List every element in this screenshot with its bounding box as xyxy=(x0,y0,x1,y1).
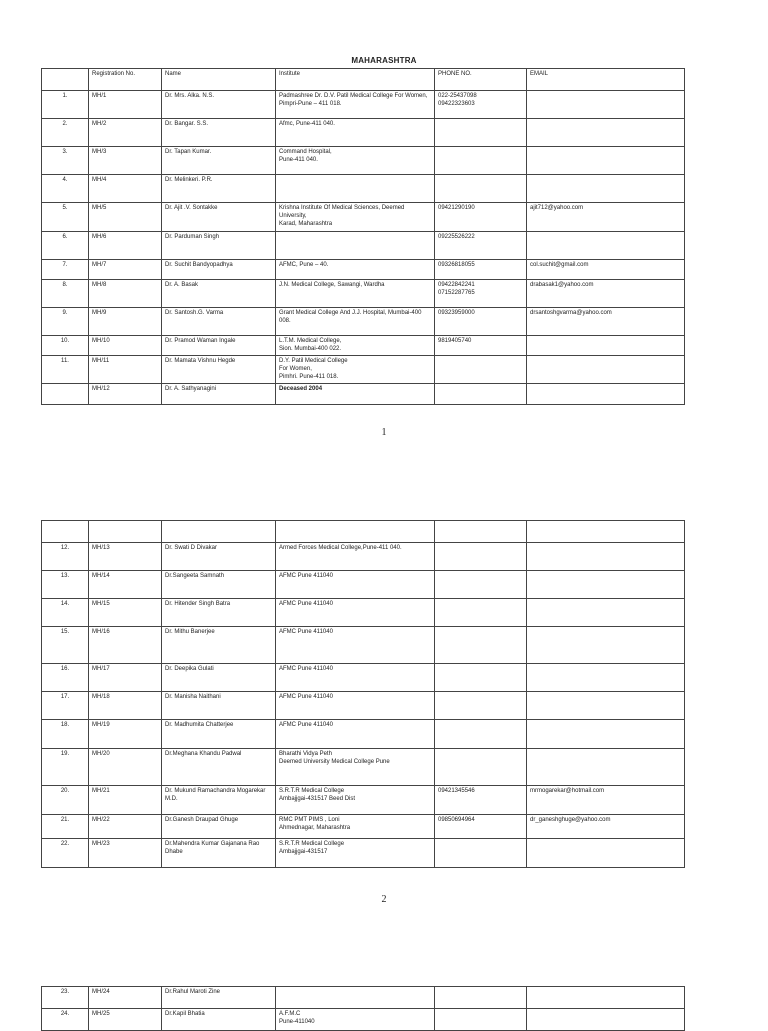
table-row xyxy=(42,720,685,749)
header-cell xyxy=(527,521,685,543)
institute-cell: Afmc, Pune-411 040. xyxy=(276,119,435,147)
email-cell: col.suchit@gmail.com xyxy=(527,260,685,280)
registration-cell: MH/21 xyxy=(89,786,162,815)
header-sno xyxy=(42,69,89,91)
table-row xyxy=(42,280,685,308)
serial-number-cell: 23. xyxy=(42,987,89,1009)
registration-cell: MH/15 xyxy=(89,599,162,627)
registry-table-page-3 xyxy=(41,986,685,1031)
institute-cell: AFMC Pune 411040 xyxy=(276,599,435,627)
serial-number-cell: 20. xyxy=(42,786,89,815)
email-cell xyxy=(527,749,685,786)
phone-cell xyxy=(435,571,527,599)
serial-number-cell: 11. xyxy=(42,356,89,384)
serial-number-cell: 17. xyxy=(42,692,89,720)
table-row xyxy=(42,336,685,356)
serial-number-cell: 7. xyxy=(42,260,89,280)
header-cell xyxy=(42,521,89,543)
phone-cell xyxy=(435,720,527,749)
name-cell: Dr. Mrs. Alka. N.S. xyxy=(162,91,276,119)
registry-table-page-2 xyxy=(41,520,685,868)
table-row xyxy=(42,260,685,280)
phone-cell xyxy=(435,987,527,1009)
table-row xyxy=(42,692,685,720)
registration-cell: MH/18 xyxy=(89,692,162,720)
table-row xyxy=(42,599,685,627)
document-title: MAHARASHTRA xyxy=(351,56,417,65)
name-cell: Dr. Manisha Naithani xyxy=(162,692,276,720)
phone-cell xyxy=(435,692,527,720)
header-phone: PHONE NO. xyxy=(435,69,527,91)
phone-cell xyxy=(435,599,527,627)
name-cell: Dr. Tapan Kumar. xyxy=(162,147,276,175)
institute-cell: AFMC Pune 411040 xyxy=(276,720,435,749)
serial-number-cell: 14. xyxy=(42,599,89,627)
email-cell xyxy=(527,91,685,119)
registration-cell: MH/8 xyxy=(89,280,162,308)
phone-cell: 09323959000 xyxy=(435,308,527,336)
name-cell: Dr.Kapil Bhatia xyxy=(162,1009,276,1031)
institute-cell: AFMC, Pune – 40. xyxy=(276,260,435,280)
name-cell: Dr. Swati D Divakar xyxy=(162,543,276,571)
serial-number-cell: 13. xyxy=(42,571,89,599)
serial-number-cell: 3. xyxy=(42,147,89,175)
phone-cell: 09421345546 xyxy=(435,786,527,815)
table-row xyxy=(42,664,685,692)
email-cell xyxy=(527,839,685,868)
table-row xyxy=(42,839,685,868)
header-email: EMAIL xyxy=(527,69,685,91)
table-row xyxy=(42,786,685,815)
name-cell: Dr. Hitender Singh Batra xyxy=(162,599,276,627)
page-number: 2 xyxy=(381,894,387,905)
header-cell xyxy=(89,521,162,543)
institute-cell: J.N. Medical College, Sawangi, Wardha xyxy=(276,280,435,308)
institute-cell: AFMC Pune 411040 xyxy=(276,664,435,692)
name-cell: Dr. A. Basak xyxy=(162,280,276,308)
table-row xyxy=(42,147,685,175)
name-cell: Dr. Deepika Gulati xyxy=(162,664,276,692)
name-cell: Dr.Mahendra Kumar Gajanana Rao Dhabe xyxy=(162,839,276,868)
serial-number-cell: 12. xyxy=(42,543,89,571)
serial-number-cell: 10. xyxy=(42,336,89,356)
institute-cell: Bharathi Vidya Peth Deemed University Medical College Pune xyxy=(276,749,435,786)
name-cell: Dr.Sangeeta Samnath xyxy=(162,571,276,599)
institute-cell: AFMC Pune 411040 xyxy=(276,692,435,720)
email-cell xyxy=(527,627,685,664)
name-cell: Dr.Rahul Maroti Zine xyxy=(162,987,276,1009)
phone-cell xyxy=(435,1009,527,1031)
serial-number-cell: 24. xyxy=(42,1009,89,1031)
email-cell: dr_ganeshghuge@yahoo.com xyxy=(527,815,685,839)
institute-cell: A.F.M.C Pune-411040 xyxy=(276,1009,435,1031)
phone-cell xyxy=(435,839,527,868)
name-cell: Dr. Mithu Banerjee xyxy=(162,627,276,664)
name-cell: Dr. Bangar. S.S. xyxy=(162,119,276,147)
name-cell: Dr. Mamata Vishnu Hegde xyxy=(162,356,276,384)
email-cell: drabasak1@yahoo.com xyxy=(527,280,685,308)
serial-number-cell: 4. xyxy=(42,175,89,203)
registration-cell: MH/16 xyxy=(89,627,162,664)
registration-cell: MH/23 xyxy=(89,839,162,868)
header-registration: Registration No. xyxy=(89,69,162,91)
registration-cell: MH/9 xyxy=(89,308,162,336)
name-cell: Dr. Pramod Waman Ingale xyxy=(162,336,276,356)
registration-cell: MH/10 xyxy=(89,336,162,356)
name-cell: Dr. A. Sathyanagini xyxy=(162,384,276,405)
serial-number-cell: 1. xyxy=(42,91,89,119)
header-cell xyxy=(162,521,276,543)
phone-cell: 09422842241 07152287765 xyxy=(435,280,527,308)
table-header-row xyxy=(42,69,685,91)
institute-cell: Grant Medical College And J.J. Hospital, Mumbai-400 008. xyxy=(276,308,435,336)
table-row xyxy=(42,987,685,1009)
phone-cell xyxy=(435,749,527,786)
phone-cell: 09850694964 xyxy=(435,815,527,839)
table-row xyxy=(42,749,685,786)
phone-cell xyxy=(435,627,527,664)
registration-cell: MH/7 xyxy=(89,260,162,280)
registration-cell: MH/2 xyxy=(89,119,162,147)
institute-cell xyxy=(276,232,435,260)
registration-cell: MH/24 xyxy=(89,987,162,1009)
registration-cell: MH/17 xyxy=(89,664,162,692)
institute-cell xyxy=(276,987,435,1009)
email-cell xyxy=(527,987,685,1009)
table-row xyxy=(42,543,685,571)
serial-number-cell: 15. xyxy=(42,627,89,664)
table-row xyxy=(42,627,685,664)
header-cell xyxy=(276,521,435,543)
registration-cell: MH/6 xyxy=(89,232,162,260)
institute-cell: Padmashree Dr. D.V. Patil Medical College For Women, Pimpri-Pune – 411 018. xyxy=(276,91,435,119)
registration-cell: MH/5 xyxy=(89,203,162,232)
institute-cell: L.T.M. Medical College, Sion. Mumbai-400 022. xyxy=(276,336,435,356)
email-cell xyxy=(527,543,685,571)
email-cell xyxy=(527,692,685,720)
header-name: Name xyxy=(162,69,276,91)
name-cell: Dr.Meghana Khandu Padwal xyxy=(162,749,276,786)
table-row xyxy=(42,91,685,119)
name-cell: Dr. Melinkeri. P.R. xyxy=(162,175,276,203)
email-cell: mrmogarekar@hotmail.com xyxy=(527,786,685,815)
email-cell xyxy=(527,119,685,147)
serial-number-cell: 6. xyxy=(42,232,89,260)
registration-cell: MH/22 xyxy=(89,815,162,839)
serial-number-cell: 18. xyxy=(42,720,89,749)
name-cell: Dr. Ajit .V. Sontakke xyxy=(162,203,276,232)
email-cell xyxy=(527,664,685,692)
registration-cell: MH/4 xyxy=(89,175,162,203)
institute-cell: S.R.T.R Medical College Ambajjgai-431517 xyxy=(276,839,435,868)
registration-cell: MH/13 xyxy=(89,543,162,571)
institute-cell: S.R.T.R Medical College Ambajjgai-431517 Beed Dist xyxy=(276,786,435,815)
email-cell xyxy=(527,336,685,356)
email-cell xyxy=(527,356,685,384)
table-row xyxy=(42,384,685,405)
email-cell xyxy=(527,571,685,599)
serial-number-cell: 21. xyxy=(42,815,89,839)
email-cell: ajit712@yahoo.com xyxy=(527,203,685,232)
registration-cell: MH/14 xyxy=(89,571,162,599)
name-cell: Dr. Santosh.G. Varma xyxy=(162,308,276,336)
phone-cell: 09326818055 xyxy=(435,260,527,280)
serial-number-cell: 8. xyxy=(42,280,89,308)
serial-number-cell: 16. xyxy=(42,664,89,692)
serial-number-cell: 22. xyxy=(42,839,89,868)
serial-number-cell: 5. xyxy=(42,203,89,232)
registration-cell: MH/20 xyxy=(89,749,162,786)
institute-cell: D.Y. Patil Medical College For Women, Pimhri. Pune-411 018. xyxy=(276,356,435,384)
email-cell xyxy=(527,599,685,627)
phone-cell xyxy=(435,664,527,692)
phone-cell xyxy=(435,543,527,571)
phone-cell: 9819405740 xyxy=(435,336,527,356)
institute-cell: AFMC Pune 411040 xyxy=(276,571,435,599)
table-row xyxy=(42,308,685,336)
institute-cell: Krishna Institute Of Medical Sciences, Deemed University, Karad, Maharashtra xyxy=(276,203,435,232)
email-cell xyxy=(527,175,685,203)
table-row xyxy=(42,203,685,232)
serial-number-cell: 2. xyxy=(42,119,89,147)
registration-cell: MH/12 xyxy=(89,384,162,405)
email-cell: drsantoshgvarma@yahoo.com xyxy=(527,308,685,336)
phone-cell xyxy=(435,147,527,175)
phone-cell: 09225526222 xyxy=(435,232,527,260)
name-cell: Dr.Ganesh Draupad Ghuge xyxy=(162,815,276,839)
registration-cell: MH/11 xyxy=(89,356,162,384)
registry-table-page-1 xyxy=(41,68,685,405)
table-row xyxy=(42,1009,685,1031)
phone-cell: 09421290190 xyxy=(435,203,527,232)
email-cell xyxy=(527,147,685,175)
table-row xyxy=(42,815,685,839)
institute-cell: AFMC Pune 411040 xyxy=(276,627,435,664)
table-row xyxy=(42,119,685,147)
phone-cell xyxy=(435,175,527,203)
table-header-row xyxy=(42,521,685,543)
institute-cell: Deceased 2004 xyxy=(276,384,435,405)
email-cell xyxy=(527,1009,685,1031)
institute-cell: Armed Forces Medical College,Pune-411 040. xyxy=(276,543,435,571)
table-row xyxy=(42,232,685,260)
name-cell: Dr. Madhumita Chatterjee xyxy=(162,720,276,749)
page-number: 1 xyxy=(381,427,387,438)
email-cell xyxy=(527,720,685,749)
serial-number-cell: 19. xyxy=(42,749,89,786)
registration-cell: MH/3 xyxy=(89,147,162,175)
serial-number-cell xyxy=(42,384,89,405)
registration-cell: MH/25 xyxy=(89,1009,162,1031)
table-row xyxy=(42,356,685,384)
table-row xyxy=(42,175,685,203)
email-cell xyxy=(527,232,685,260)
serial-number-cell: 9. xyxy=(42,308,89,336)
registration-cell: MH/1 xyxy=(89,91,162,119)
header-institute: Institute xyxy=(276,69,435,91)
phone-cell xyxy=(435,356,527,384)
institute-cell xyxy=(276,175,435,203)
table-row xyxy=(42,571,685,599)
phone-cell xyxy=(435,119,527,147)
email-cell xyxy=(527,384,685,405)
header-cell xyxy=(435,521,527,543)
phone-cell xyxy=(435,384,527,405)
registration-cell: MH/19 xyxy=(89,720,162,749)
institute-cell: RMC PMT PIMS , Loni Ahmednagar, Maharashtra xyxy=(276,815,435,839)
institute-cell: Command Hospital, Pune-411 040. xyxy=(276,147,435,175)
name-cell: Dr. Parduman Singh xyxy=(162,232,276,260)
name-cell: Dr. Mukund Ramachandra Mogarekar M.D. xyxy=(162,786,276,815)
name-cell: Dr. Suchit Bandyopadhya xyxy=(162,260,276,280)
phone-cell: 022-25437098 09422323603 xyxy=(435,91,527,119)
